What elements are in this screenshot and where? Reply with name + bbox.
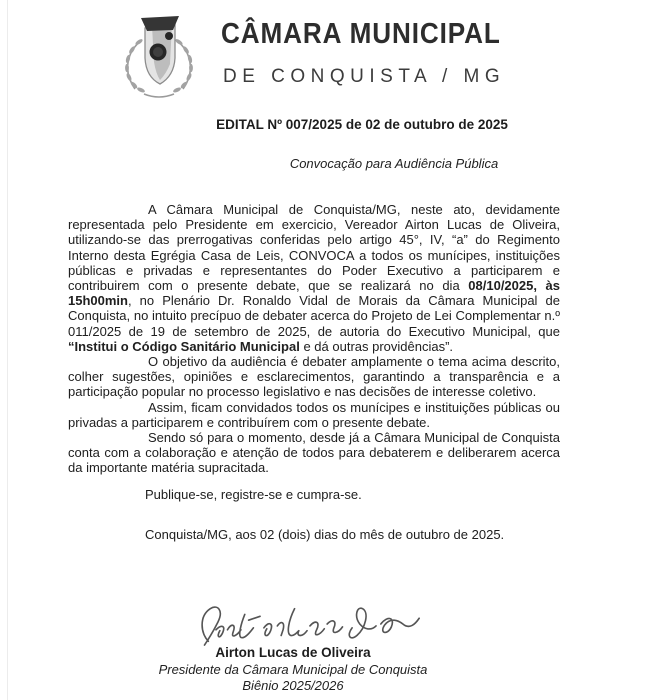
org-subname: DE CONQUISTA / MG [223,66,506,87]
paragraph-2: O objetivo da audiência é debater amplamente o tema acima descrito, colher sugestões, opiniões e esclarecimentos, garantindo a transparência e a participação popular no processo legislativo e nas decisões de interesse coletivo. [68,354,560,400]
closing-order: Publique-se, registre-se e cumpra-se. [145,486,362,502]
document-body [68,202,560,542]
paragraph-3: Assim, ficam convidados todos os munícipes e instituições públicas ou privadas a participarem e contribuírem com o presente debate. [68,399,560,430]
coat-of-arms-icon [114,10,204,103]
edital-subject: Convocação para Audiência Pública [289,156,499,171]
signature-block [0,601,624,693]
dateline: Conquista/MG, aos 02 (dois) dias do mês de outubro de 2025. [145,526,505,542]
paragraph-4: Sendo só para o momento, desde já a Câmara Municipal de Conquista conta com a colaboração e atenção de todos para debaterem e deliberarem acerca da importante matéria supracitada. [68,430,560,476]
p1-date-bold: 08/10/2025, às 15h00min [68,278,561,309]
signer-role: Presidente da Câmara Municipal de Conquista [158,662,428,677]
p1-run1: A Câmara Municipal de Conquista/MG, neste ato, devidamente representada pelo Presidente em exercicio, Vereador Airton Lucas de Oliveira, utilizando-se das prerrogativas conferidas pelo artigo 45°, IV, “a” do Regimento Interno desta Egrégia Casa de Leis, CONVOCA a todos os munícipes, instituições públicas e privadas e representantes do Poder Executivo a participarem e contribuirem com o presente debate, que se realizará no dia [68,202,560,294]
edital-title: EDITAL Nº 007/2025 de 02 de outubro de 2025 [216,117,508,132]
p1-law-title-bold: “Institui o Código Sanitário Municipal [68,338,300,354]
paragraph-1 [68,202,560,354]
signer-term: Biênio 2025/2026 [242,678,344,693]
org-name: CÂMARA MUNICIPAL [221,18,501,50]
p1-run5: e dá outras providências”. [299,338,454,354]
handwritten-signature [188,601,428,647]
signer-name: Airton Lucas de Oliveira [215,645,371,660]
p1-run3: , no Plenário Dr. Ronaldo Vidal de Morais da Câmara Municipal de Conquista, no intuito precípuo de debater acerca do Projeto de Lei Complementar n.º 011/2025 de 19 de setembro de 2025, de autoria do Executivo Municipal, que [68,293,560,339]
